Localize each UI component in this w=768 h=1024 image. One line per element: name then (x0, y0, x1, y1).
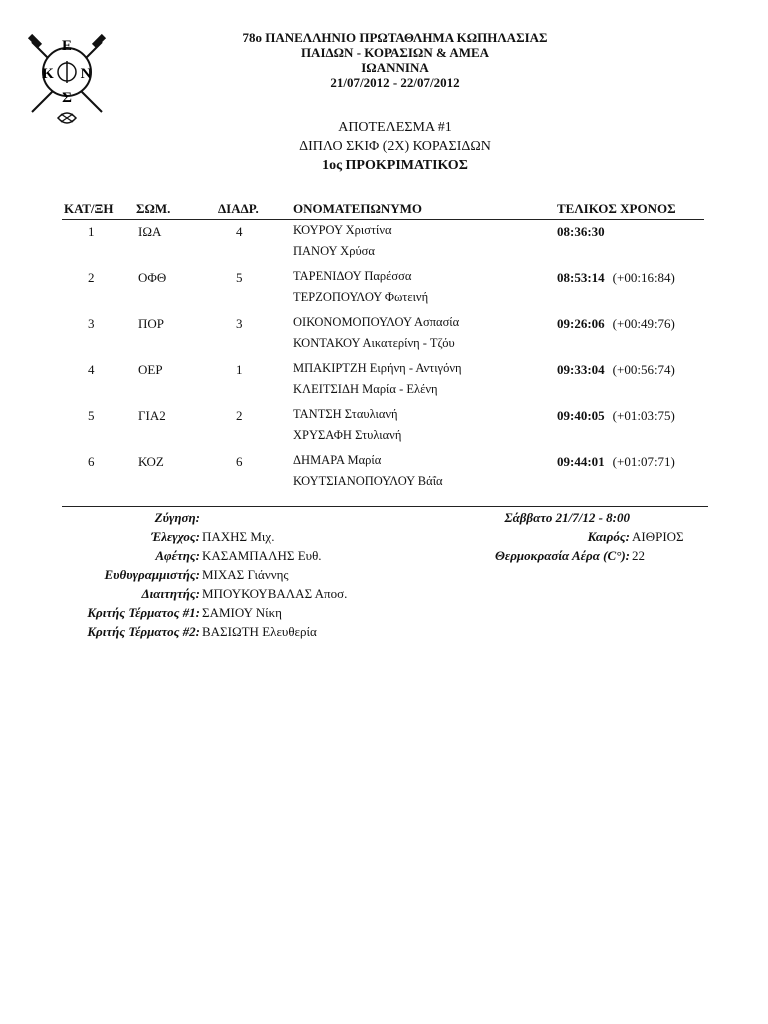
logo-letter-bottom: Σ (62, 90, 72, 106)
row-athlete-1: ΤΑΝΤΣΗ Σταυλιανή (293, 407, 398, 421)
official-label: Έλεγχος: (151, 529, 200, 544)
row-time: 08:53:14 (557, 270, 605, 285)
row-diff: (+00:56:74) (612, 362, 675, 377)
logo-letter-right: Ν (80, 66, 92, 82)
row-lane: 6 (236, 454, 243, 469)
row-athlete-2: ΧΡΥΣΑΦΗ Στυλιανή (293, 428, 402, 442)
round-name: 1ος ΠΡΟΚΡΙΜΑΤΙΚΟΣ (322, 158, 468, 173)
row-club: ΠΟΡ (138, 316, 165, 331)
logo-letter-left: Κ (42, 66, 54, 82)
official-value: ΣΑΜΙΟΥ Νίκη (202, 605, 282, 620)
row-athlete-1: ΟΙΚΟΝΟΜΟΠΟΥΛΟΥ Ασπασία (293, 315, 460, 329)
row-lane: 5 (236, 270, 243, 285)
row-club: ΟΦΘ (138, 270, 167, 285)
row-rank: 3 (88, 316, 95, 331)
row-time: 09:26:06 (557, 316, 605, 331)
official-value: ΒΑΣΙΩΤΗ Ελευθερία (202, 624, 317, 639)
official-label: Διαιτητής: (141, 586, 200, 601)
row-club: ΓΙΑ2 (138, 408, 166, 423)
row-lane: 4 (236, 224, 243, 239)
row-time: 09:33:04 (557, 362, 605, 377)
logo-letter-top: Ε (61, 38, 73, 54)
row-time: 08:36:30 (557, 224, 605, 239)
race-datetime: Σάββατο 21/7/12 - 8:00 (504, 510, 630, 525)
row-rank: 4 (88, 362, 95, 377)
row-athlete-2: ΚΛΕΙΤΣΙΔΗ Μαρία - Ελένη (293, 382, 438, 396)
dates: 21/07/2012 - 22/07/2012 (330, 75, 460, 90)
weather-value: ΑΙΘΡΙΟΣ (632, 529, 684, 544)
row-time-cell (557, 362, 675, 378)
row-time-cell (557, 316, 675, 332)
col-lane-header: ΔΙΑΔΡ. (218, 201, 259, 216)
row-rank: 6 (88, 454, 95, 469)
official-label: Κριτής Τέρματος #1: (87, 605, 200, 620)
categories: ΠΑΙΔΩΝ - ΚΟΡΑΣΙΩΝ & ΑΜΕΑ (300, 45, 490, 60)
col-time-header: ΤΕΛΙΚΟΣ ΧΡΟΝΟΣ (557, 201, 676, 216)
weather-label: Καιρός: (587, 529, 630, 544)
championship-title: 78ο ΠΑΝΕΛΛΗΝΙΟ ΠΡΩΤΑΘΛΗΜΑ ΚΩΠΗΛΑΣΙΑΣ (242, 30, 548, 45)
row-club: ΙΩΑ (138, 224, 162, 239)
row-rank: 2 (88, 270, 95, 285)
official-value: ΚΑΣΑΜΠΑΛΗΣ Ευθ. (202, 548, 322, 563)
officials-list (0, 508, 768, 648)
row-lane: 3 (236, 316, 243, 331)
official-label: Κριτής Τέρματος #2: (87, 624, 200, 639)
col-rank-header: ΚΑΤ/ΞΗ (64, 201, 114, 216)
location: ΙΩΑΝΝΙΝΑ (361, 60, 429, 75)
row-athlete-1: ΤΑΡΕΝΙΔΟΥ Παρέσσα (293, 269, 412, 283)
row-time: 09:44:01 (557, 454, 605, 469)
col-name-header: ΟΝΟΜΑΤΕΠΩΝΥΜΟ (293, 201, 423, 216)
row-time: 09:40:05 (557, 408, 605, 423)
row-lane: 1 (236, 362, 243, 377)
footer-rule (62, 506, 708, 507)
row-athlete-2: ΠΑΝΟΥ Χρύσα (293, 244, 375, 258)
col-club-header: ΣΩΜ. (136, 201, 171, 216)
row-diff: (+01:03:75) (612, 408, 675, 423)
temperature-value: 22 (632, 548, 645, 563)
row-diff: (+00:16:84) (612, 270, 675, 285)
row-athlete-2: ΚΟΥΤΣΙΑΝΟΠΟΥΛΟΥ Βάΐα (293, 474, 443, 488)
row-time-cell (557, 408, 675, 424)
official-value: ΠΑΧΗΣ Μιχ. (202, 529, 275, 544)
row-club: ΟΕΡ (138, 362, 163, 377)
row-club: ΚΟΖ (138, 454, 164, 469)
row-athlete-1: ΜΠΑΚΙΡΤΖΗ Ειρήνη - Αντιγόνη (293, 361, 462, 375)
row-rank: 5 (88, 408, 95, 423)
row-time-cell (557, 224, 613, 240)
row-diff: (+00:49:76) (612, 316, 675, 331)
row-athlete-2: ΤΕΡΖΟΠΟΥΛΟΥ Φωτεινή (293, 290, 429, 304)
official-label: Ευθυγραμμιστής: (104, 567, 200, 582)
club-logo (28, 20, 106, 130)
event-name: ΔΙΠΛΟ ΣΚΙΦ (2Χ) ΚΟΡΑΣΙΔΩΝ (299, 139, 491, 154)
row-time-cell (557, 270, 675, 286)
official-label: Αφέτης: (155, 548, 200, 563)
race-header (150, 118, 640, 175)
official-value: ΜΙΧΑΣ Γιάννης (202, 567, 289, 582)
row-lane: 2 (236, 408, 243, 423)
row-athlete-1: ΚΟΥΡΟΥ Χριστίνα (293, 223, 392, 237)
row-rank: 1 (88, 224, 95, 239)
event-header (150, 30, 640, 90)
row-time-cell (557, 454, 675, 470)
temperature-label: Θερμοκρασία Αέρα (C°): (494, 548, 630, 563)
row-diff: (+01:07:71) (612, 454, 675, 469)
row-athlete-1: ΔΗΜΑΡΑ Μαρία (293, 453, 382, 467)
row-athlete-2: ΚΟΝΤΑΚΟΥ Αικατερίνη - Τζόυ (293, 336, 455, 350)
official-label: Ζύγηση: (154, 510, 200, 525)
official-value: ΜΠΟΥΚΟΥΒΑΛΑΣ Αποσ. (202, 586, 348, 601)
result-number: ΑΠΟΤΕΛΕΣΜΑ #1 (338, 120, 452, 135)
